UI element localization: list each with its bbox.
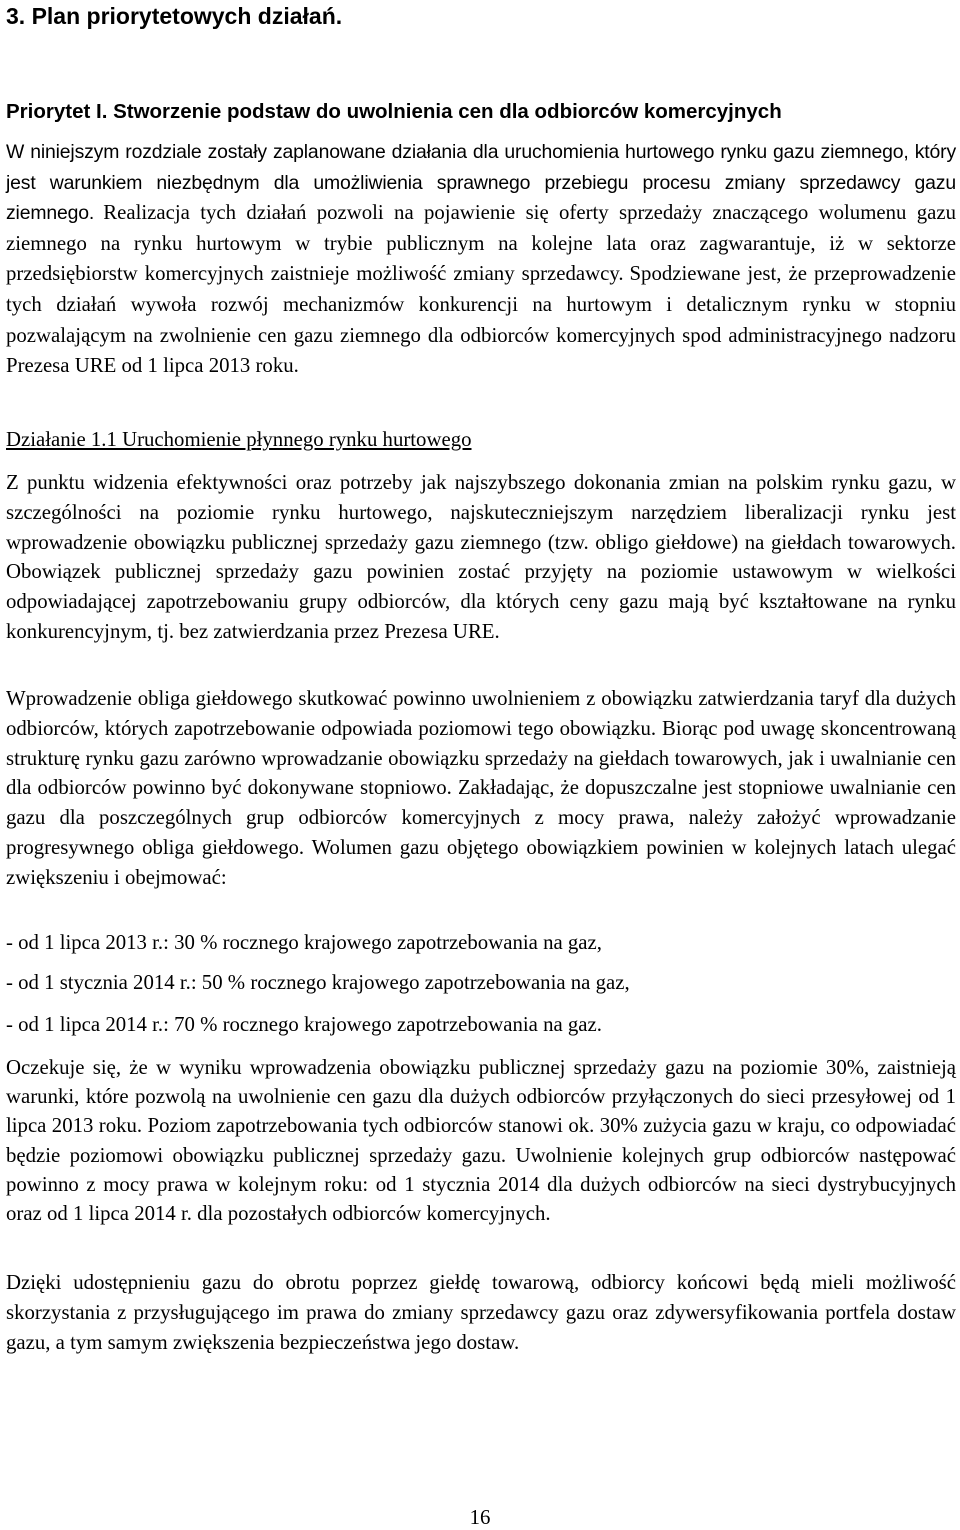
list-item: - od 1 stycznia 2014 r.: 50 % rocznego krajowego zapotrzebowania na gaz, [6,971,630,994]
paragraph-3: Oczekuje się, że w wyniku wprowadzenia obowiązku publicznej sprzedaży gazu na poziomie 30%, zaistnieją warunki, które pozwolą na uwolnienie cen gazu dla dużych odbiorców przyłączonych do sieci przesyłowej od 1 lipca 2013 roku. Poziom zapotrzebowania tych odbiorców stanowi ok. 30% zużycia gazu w kraju, co odpowiadać będzie poziomowi obowiązku publicznej sprzedaży gazu. Uwolnienie kolejnych grup odbiorców następować powinno z mocy prawa w kolejnym roku: od 1 stycznia 2014 dla dużych odbiorców na sieci dystrybucyjnych oraz od 1 lipca 2014 r. dla pozostałych odbiorców komercyjnych. [6,1056,956,1226]
action-heading-text: Działanie 1.1 Uruchomienie płynnego rynku hurtowego [6,428,472,451]
paragraph-1: Z punktu widzenia efektywności oraz potrzeby jak najszybszego dokonania zmian na polskim rynku gazu, w szczególności na poziomie rynku hurtowego, najskuteczniejszym narzędziem liberalizacji rynku jest wprowadzenie obowiązku publicznej sprzedaży gazu ziemnego (tzw. obligo giełdowe) na giełdach towarowych. Obowiązek publicznej sprzedaży gazu powinien zostać przyjęty na poziomie ustawowym w wielkości odpowiadającej zapotrzebowaniu grupy odbiorców, dla których ceny gazu mają być kształtowane na rynku konkurencyjnym, tj. bez zatwierdzania przez Prezesa URE. [6,471,956,643]
paragraph-4: Dzięki udostępnieniu gazu do obrotu poprzez giełdę towarową, odbiorcy końcowi będą mieli możliwość skorzystania z przysługującego im prawa do zmiany sprzedawcy gazu oraz zdywersyfikowania portfela dostaw gazu, a tym samym zwiększenia bezpieczeństwa jego dostaw. [6,1271,956,1354]
list-item: - od 1 lipca 2013 r.: 30 % rocznego krajowego zapotrzebowania na gaz, [6,931,602,954]
paragraph-2: Wprowadzenie obliga giełdowego skutkować powinno uwolnieniem z obowiązku zatwierdzania taryf dla dużych odbiorców, których zapotrzebowanie odpowiada poziomowi tego obowiązku. Biorąc pod uwagę skoncentrowaną strukturę rynku gazu zarówno wprowadzanie obowiązku sprzedaży na giełdach towarowych, jak i uwalnianie cen dla odbiorców powinno być dokonywane stopniowo. Zakładając, że dopuszczalne jest stopniowe uwalnianie cen gazu dla poszczególnych grup odbiorców komercyjnych z mocy prawa, należy założyć wprowadzanie progresywnego obliga giełdowego. Wolumen gazu objętego obowiązkiem powinien w kolejnych latach ulegać zwiększeniu i obejmować: [6,687,956,889]
intro-paragraph [6,138,956,383]
page-number: 16 [469,1506,491,1529]
section-heading: 3. Plan priorytetowych działań. [6,3,343,29]
intro-part-2: Realizacja tych działań pozwoli na pojawienie się oferty sprzedaży znaczącego wolumenu gazu ziemnego na rynku hurtowym w trybie publicznym na kolejne lata oraz zagwarantuje, iż w sektorze przedsiębiorstw komercyjnych zaistnieje możliwość zmiany sprzedawcy. [6,201,957,286]
priority-heading: Priorytet I. Stworzenie podstaw do uwolnienia cen dla odbiorców komercyjnych [6,100,782,123]
action-heading [6,427,956,453]
list-item: - od 1 lipca 2014 r.: 70 % rocznego krajowego zapotrzebowania na gaz. [6,1013,602,1036]
intro-part-1: W niniejszym rozdziale zostały zaplanowane działania dla uruchomienia hurtowego rynku gazu ziemnego, który jest warunkiem niezbędnym dla umożliwienia sprawnego przebiegu procesu zmiany sprzedawcy gazu ziemnego. [6,141,956,225]
intro-part-3: Spodziewane jest, że przeprowadzenie tych działań wywoła rozwój mechanizmów konkurencji na hurtowym i detalicznym rynku w stopniu pozwalającym na zwolnienie cen gazu ziemnego dla odbiorców komercyjnych spod administracyjnego nadzoru Prezesa URE od 1 lipca 2013 roku. [6,262,957,378]
